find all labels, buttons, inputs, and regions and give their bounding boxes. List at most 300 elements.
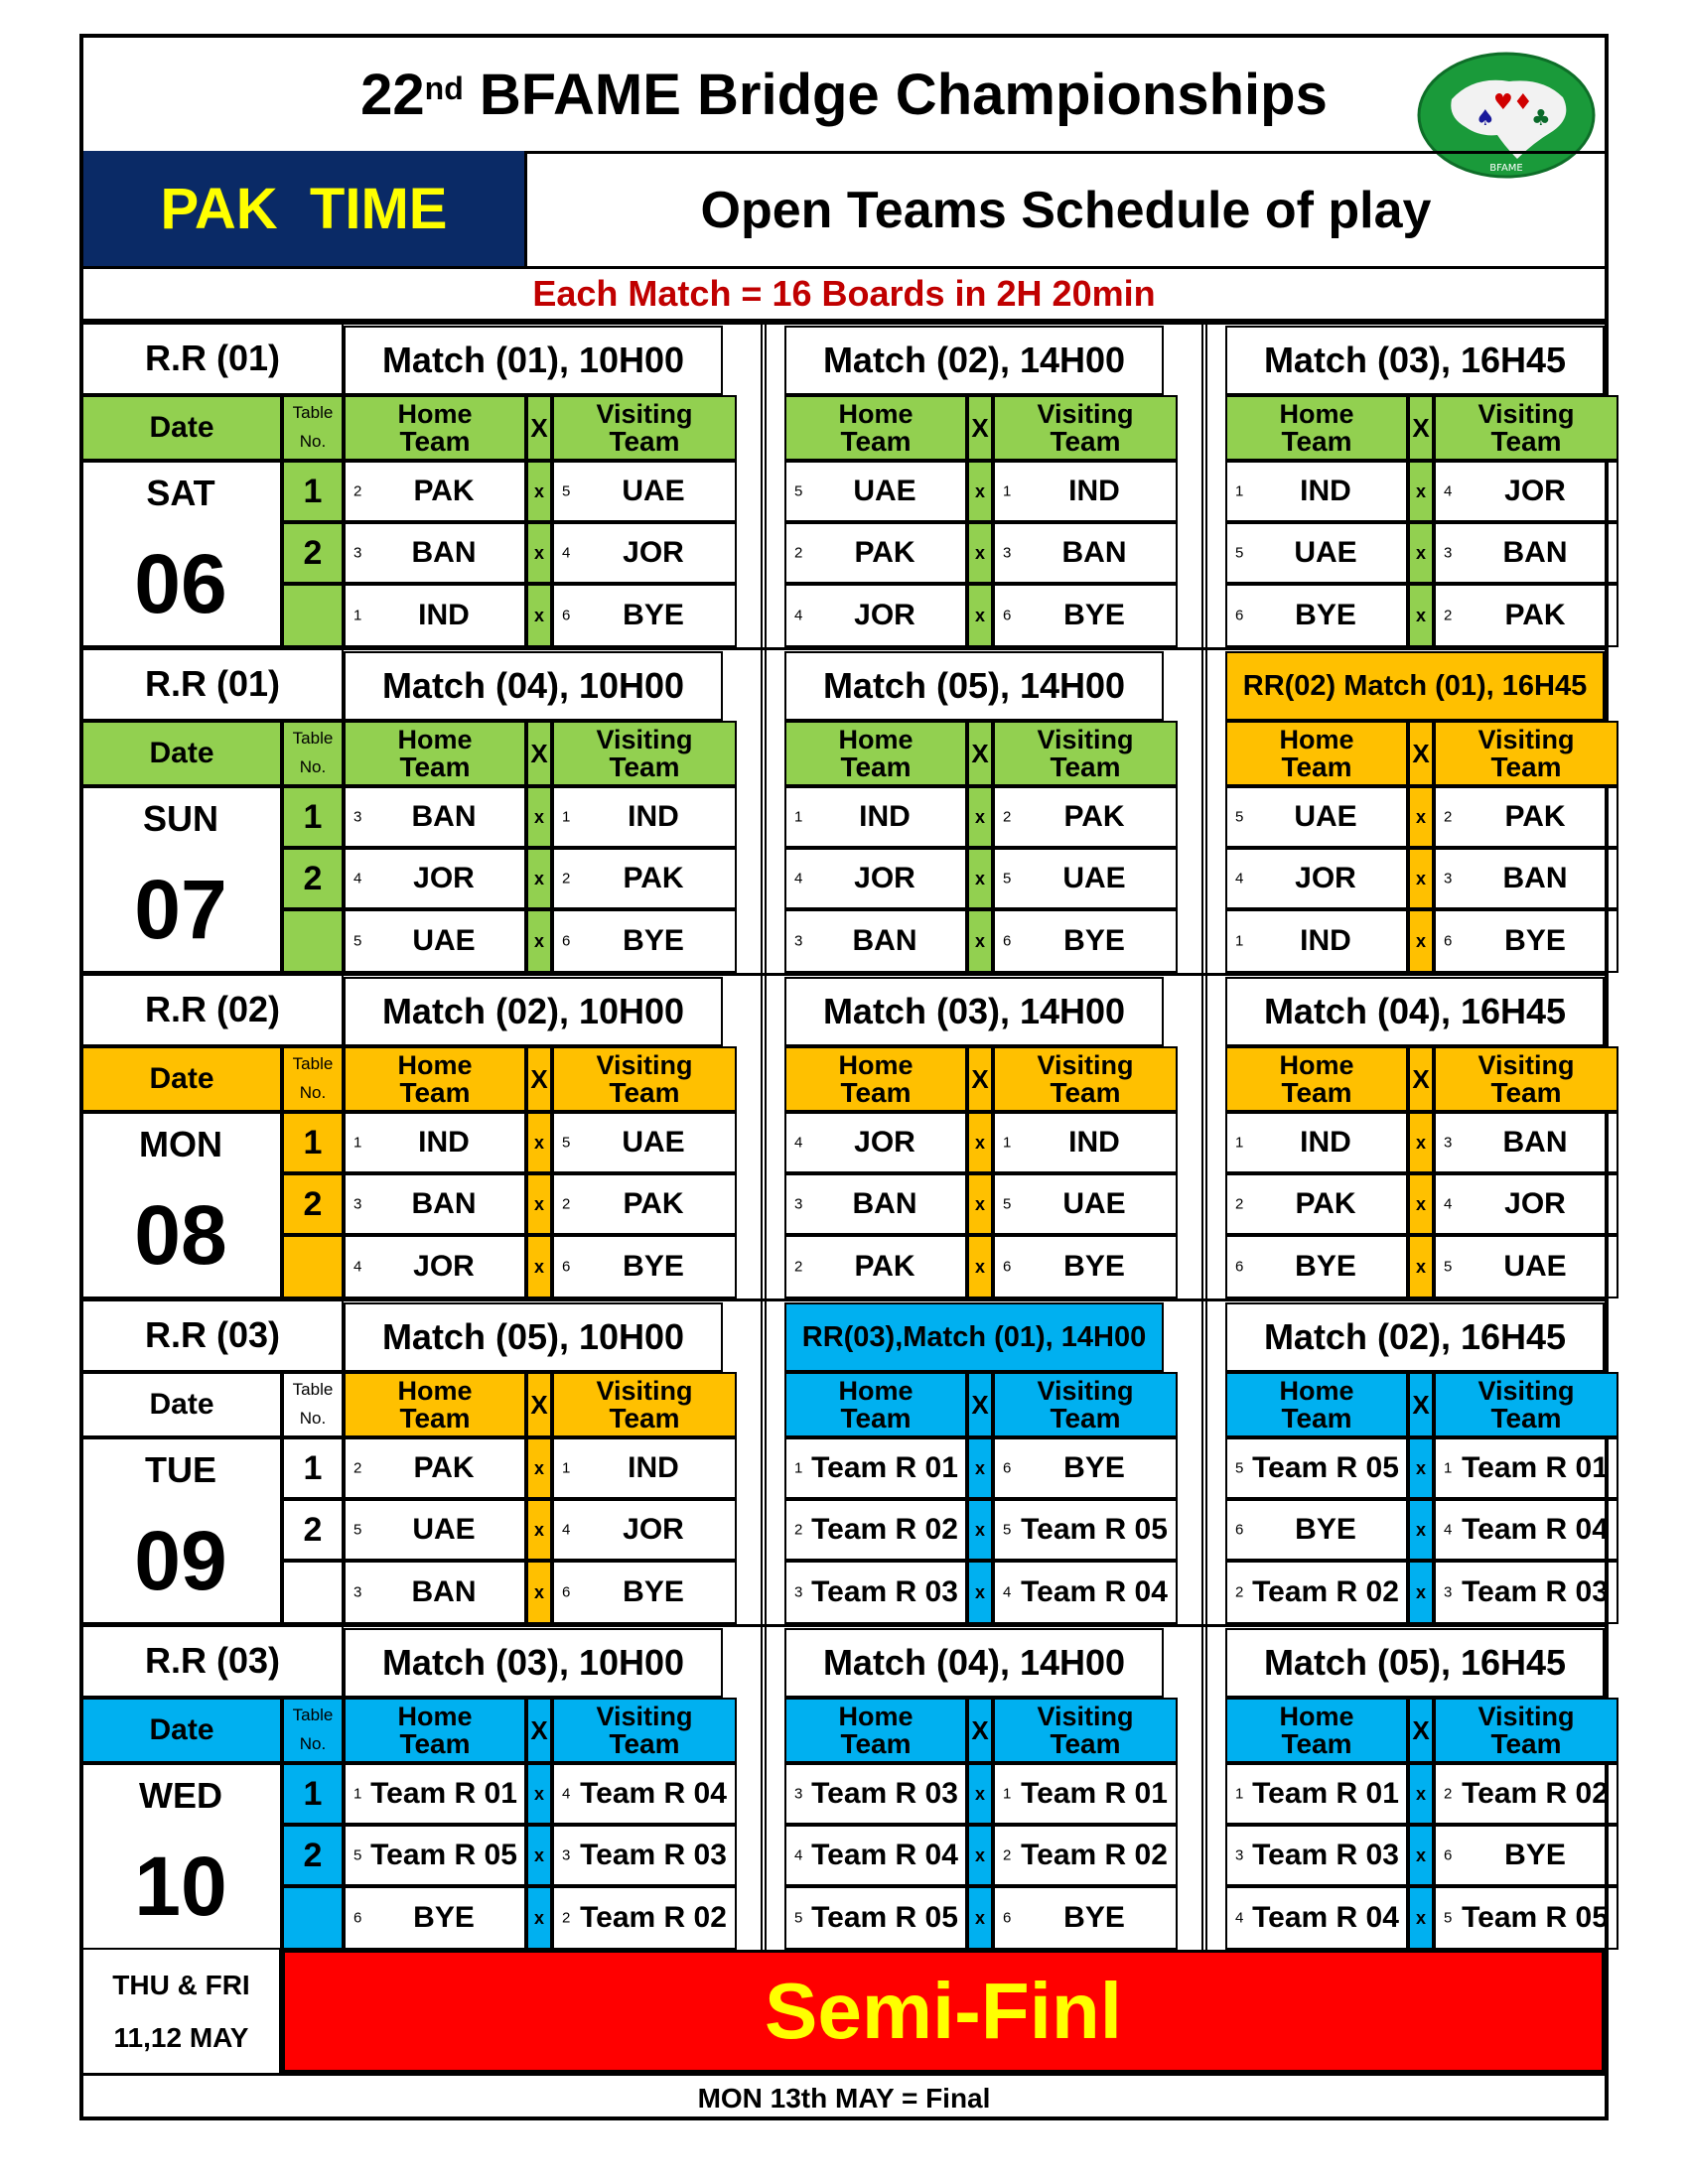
home-team-name: BYE [1295, 1513, 1356, 1546]
home-team-name: IND [418, 1126, 470, 1159]
home-team-name: JOR [854, 862, 915, 894]
home-seed: 4 [353, 1258, 362, 1276]
visiting-team-header [993, 1372, 1178, 1437]
home-seed: 4 [353, 870, 362, 887]
home-seed: 5 [1235, 1459, 1244, 1477]
team-label: Team [840, 425, 912, 457]
home-team-header [784, 721, 967, 786]
visiting-team-name: Team R 02 [580, 1901, 727, 1934]
visiting-team-cell [993, 1112, 1178, 1173]
visiting-team-name: PAK [1063, 800, 1125, 833]
visiting-seed: 6 [562, 932, 571, 950]
day-block [83, 1624, 1609, 1950]
visiting-label: Visiting [1477, 1376, 1575, 1407]
visiting-label: Visiting [596, 399, 693, 430]
visiting-team-cell [1434, 1886, 1618, 1950]
versus-header: X [967, 721, 993, 786]
team-label: Team [1281, 1402, 1352, 1433]
versus-header: X [1408, 1372, 1434, 1437]
versus-mark: x [1408, 461, 1434, 522]
home-team-name: BAN [411, 1575, 477, 1608]
versus-header: X [967, 1046, 993, 1112]
home-team-cell [1225, 584, 1408, 647]
visiting-team-cell [1434, 848, 1618, 909]
versus-mark: x [967, 1235, 993, 1298]
home-seed: 6 [1235, 607, 1244, 624]
column-divider [761, 647, 767, 973]
home-team-name: Team R 04 [1252, 1901, 1399, 1934]
home-seed: 4 [794, 1134, 803, 1152]
versus-mark: x [1408, 1235, 1434, 1298]
home-team-name: PAK [854, 536, 915, 569]
table-number: 1 [282, 461, 344, 522]
home-team-name: Team R 03 [811, 1777, 958, 1810]
visiting-team-name: BAN [1061, 536, 1127, 569]
versus-mark: x [526, 1886, 552, 1950]
visiting-team-name: Team R 04 [580, 1777, 727, 1810]
visiting-team-name: Team R 01 [1462, 1451, 1609, 1484]
day-name: MON [139, 1124, 222, 1164]
day-name: WED [139, 1775, 222, 1816]
home-team-cell [1225, 461, 1408, 522]
home-seed: 3 [794, 1785, 803, 1803]
table-number [282, 584, 344, 647]
versus-header: X [1408, 1046, 1434, 1112]
versus-header: X [967, 1372, 993, 1437]
home-team-name: UAE [853, 475, 916, 507]
visiting-team-cell [993, 1173, 1178, 1235]
versus-mark: x [967, 1499, 993, 1561]
home-seed: 5 [353, 1521, 362, 1539]
visiting-team-cell [993, 1499, 1178, 1561]
visiting-team-header [1434, 1046, 1618, 1112]
versus-mark: x [1408, 522, 1434, 584]
visiting-team-name: UAE [622, 475, 685, 507]
visiting-seed: 5 [562, 1134, 571, 1152]
day-number: 08 [134, 1187, 227, 1282]
visiting-team-header [552, 395, 737, 461]
column-divider [1201, 647, 1207, 973]
visiting-label: Visiting [1477, 1050, 1575, 1081]
column-divider [761, 1298, 767, 1624]
visiting-team-name: JOR [1504, 475, 1566, 507]
visiting-seed: 2 [1003, 1846, 1012, 1864]
home-team-header [1225, 1046, 1408, 1112]
visiting-seed: 5 [1003, 870, 1012, 887]
visiting-team-cell [993, 522, 1178, 584]
versus-mark: x [526, 1561, 552, 1624]
match-title: Match (02), 14H00 [784, 326, 1164, 395]
home-team-name: PAK [413, 475, 475, 507]
visiting-label: Visiting [1037, 1702, 1134, 1732]
versus-mark: x [967, 848, 993, 909]
table-number [282, 1235, 344, 1298]
visiting-label: Visiting [1477, 1702, 1575, 1732]
home-team-name: IND [1300, 475, 1351, 507]
visiting-seed: 1 [1003, 482, 1012, 500]
versus-mark: x [1408, 848, 1434, 909]
visiting-seed: 3 [1003, 544, 1012, 562]
visiting-team-name: Team R 04 [1462, 1513, 1609, 1546]
home-team-cell [344, 1437, 526, 1499]
date-cell [83, 461, 282, 647]
home-team-cell [344, 848, 526, 909]
home-seed: 3 [353, 808, 362, 826]
home-team-header [344, 395, 526, 461]
visiting-team-name: BYE [1063, 599, 1125, 631]
match-title: Match (02), 16H45 [1225, 1302, 1605, 1372]
home-seed: 6 [1235, 1521, 1244, 1539]
visiting-team-cell [552, 584, 737, 647]
table-no-header [282, 721, 344, 786]
visiting-team-name: BYE [623, 599, 684, 631]
team-label: Team [1490, 425, 1562, 457]
visiting-team-name: BYE [623, 1575, 684, 1608]
column-divider [761, 1624, 767, 1950]
versus-mark: x [967, 461, 993, 522]
home-seed: 2 [353, 1459, 362, 1477]
versus-mark: x [967, 1763, 993, 1825]
home-seed: 4 [794, 1846, 803, 1864]
column-divider [761, 973, 767, 1298]
visiting-team-name: JOR [623, 1513, 684, 1546]
home-seed: 1 [794, 808, 803, 826]
visiting-team-header [1434, 1372, 1618, 1437]
visiting-label: Visiting [596, 1050, 693, 1081]
visiting-team-cell [552, 461, 737, 522]
visiting-team-name: Team R 03 [580, 1839, 727, 1871]
visiting-team-header [993, 1046, 1178, 1112]
visiting-seed: 5 [1444, 1909, 1453, 1927]
versus-mark: x [526, 786, 552, 848]
team-label: Team [1490, 1727, 1562, 1759]
versus-mark: x [1408, 584, 1434, 647]
team-label: Team [399, 1402, 471, 1433]
visiting-team-name: Team R 02 [1021, 1839, 1168, 1871]
day-number: 09 [134, 1513, 227, 1607]
row-divider [83, 647, 1605, 650]
table-number: 1 [282, 1763, 344, 1825]
semi-final-dates [83, 1950, 282, 2073]
table-number: 2 [282, 1173, 344, 1235]
versus-mark: x [967, 522, 993, 584]
home-team-cell [784, 1825, 967, 1886]
date-header: Date [83, 1046, 282, 1112]
table-number: 1 [282, 786, 344, 848]
visiting-seed: 1 [1003, 1134, 1012, 1152]
column-divider [1201, 322, 1207, 647]
visiting-seed: 3 [562, 1846, 571, 1864]
home-team-cell [1225, 1112, 1408, 1173]
visiting-seed: 2 [562, 1909, 571, 1927]
team-label: Team [840, 1402, 912, 1433]
day-block [83, 973, 1605, 1298]
home-team-name: UAE [1294, 800, 1357, 833]
visiting-label: Visiting [596, 725, 693, 755]
versus-mark: x [1408, 786, 1434, 848]
home-team-name: PAK [1295, 1187, 1356, 1220]
versus-mark: x [1408, 1173, 1434, 1235]
visiting-team-name: BYE [623, 1250, 684, 1283]
visiting-team-header [1434, 1698, 1618, 1763]
table-no-label: No. [299, 432, 327, 451]
visiting-team-cell [552, 1235, 737, 1298]
visiting-team-header [552, 1698, 737, 1763]
visiting-label: Visiting [1037, 399, 1134, 430]
final-date-line: MON 13th MAY = Final [83, 2073, 1605, 2120]
home-team-name: BAN [852, 924, 917, 957]
home-seed: 2 [794, 1521, 803, 1539]
visiting-seed: 4 [1444, 1521, 1453, 1539]
table-number: 2 [282, 1825, 344, 1886]
versus-mark: x [1408, 1561, 1434, 1624]
versus-header: X [526, 1046, 552, 1112]
table-header-label: Table [292, 403, 334, 423]
day-name: SUN [142, 798, 218, 839]
team-label: Team [840, 1727, 912, 1759]
visiting-team-cell [993, 1763, 1178, 1825]
visiting-label: Visiting [596, 1376, 693, 1407]
versus-mark: x [967, 1825, 993, 1886]
team-label: Team [840, 1076, 912, 1108]
title-ordinal: 22 [360, 62, 425, 127]
home-seed: 5 [1235, 544, 1244, 562]
visiting-team-cell [552, 522, 737, 584]
day-block [83, 1298, 1609, 1624]
match-title: Match (04), 14H00 [784, 1628, 1164, 1698]
visiting-team-name: Team R 01 [1021, 1777, 1168, 1810]
visiting-team-header [552, 1046, 737, 1112]
home-team-name: BAN [852, 1187, 917, 1220]
date-header: Date [83, 721, 282, 786]
versus-mark: x [526, 522, 552, 584]
home-team-name: JOR [1295, 862, 1356, 894]
row-divider [83, 322, 1605, 325]
home-label: Home [838, 1050, 914, 1081]
home-team-name: BYE [413, 1901, 475, 1934]
home-team-cell [784, 786, 967, 848]
home-team-name: JOR [854, 599, 915, 631]
home-team-cell [784, 1173, 967, 1235]
home-team-header [784, 395, 967, 461]
visiting-seed: 6 [1444, 932, 1453, 950]
versus-mark: x [1408, 909, 1434, 973]
logo-text: BFAME [1489, 163, 1523, 174]
visiting-team-cell [1434, 461, 1618, 522]
visiting-team-cell [552, 848, 737, 909]
home-team-name: UAE [1294, 536, 1357, 569]
visiting-team-cell [993, 786, 1178, 848]
versus-mark: x [526, 461, 552, 522]
versus-mark: x [526, 848, 552, 909]
home-label: Home [838, 1376, 914, 1407]
team-label: Team [1050, 1076, 1121, 1108]
visiting-seed: 6 [1003, 1909, 1012, 1927]
visiting-team-cell [1434, 522, 1618, 584]
versus-mark: x [967, 584, 993, 647]
visiting-seed: 4 [562, 1521, 571, 1539]
home-seed: 5 [353, 1846, 362, 1864]
visiting-team-cell [1434, 1112, 1618, 1173]
visiting-team-cell [1434, 1235, 1618, 1298]
day-name: TUE [145, 1449, 216, 1490]
visiting-team-name: BYE [1504, 1839, 1566, 1871]
home-seed: 3 [353, 1195, 362, 1213]
visiting-team-cell [1434, 1825, 1618, 1886]
home-team-header [1225, 395, 1408, 461]
visiting-team-name: IND [1068, 475, 1120, 507]
row-divider [83, 1298, 1605, 1301]
visiting-team-header [1434, 721, 1618, 786]
visiting-team-header [993, 395, 1178, 461]
home-team-cell [1225, 848, 1408, 909]
home-team-header [344, 1372, 526, 1437]
svg-text:♥: ♥ [1493, 90, 1513, 115]
visiting-team-cell [993, 584, 1178, 647]
visiting-seed: 1 [1444, 1459, 1453, 1477]
home-seed: 6 [1235, 1258, 1244, 1276]
visiting-team-cell [993, 461, 1178, 522]
semi-date-line1: THU & FRI [112, 1969, 250, 2000]
visiting-seed: 2 [1444, 607, 1453, 624]
home-seed: 4 [794, 607, 803, 624]
home-team-cell [344, 461, 526, 522]
table-header-label: Table [292, 729, 334, 749]
table-number: 2 [282, 848, 344, 909]
team-label: Team [399, 1076, 471, 1108]
visiting-team-name: JOR [623, 536, 684, 569]
home-team-name: BYE [1295, 599, 1356, 631]
visiting-team-header [1434, 395, 1618, 461]
versus-mark: x [967, 1886, 993, 1950]
visiting-team-cell [552, 1763, 737, 1825]
home-label: Home [397, 725, 473, 755]
column-divider [1201, 1624, 1207, 1950]
home-label: Home [397, 1376, 473, 1407]
match-title: Match (03), 16H45 [1225, 326, 1605, 395]
visiting-seed: 4 [562, 544, 571, 562]
visiting-team-cell [993, 1561, 1178, 1624]
visiting-seed: 3 [1444, 1134, 1453, 1152]
visiting-seed: 2 [562, 1195, 571, 1213]
round-robin-label: R.R (03) [83, 1298, 344, 1372]
home-team-cell [1225, 1825, 1408, 1886]
home-team-cell [344, 1173, 526, 1235]
match-title: Match (04), 16H45 [1225, 977, 1605, 1046]
home-team-cell [1225, 522, 1408, 584]
home-seed: 1 [1235, 1785, 1244, 1803]
visiting-team-header [552, 721, 737, 786]
table-number [282, 909, 344, 973]
visiting-seed: 5 [1444, 1258, 1453, 1276]
home-team-header [344, 1698, 526, 1763]
home-team-cell [1225, 786, 1408, 848]
home-seed: 3 [1235, 1846, 1244, 1864]
home-seed: 3 [794, 1583, 803, 1601]
home-team-name: UAE [412, 924, 476, 957]
home-seed: 1 [1235, 482, 1244, 500]
home-team-name: Team R 01 [1252, 1777, 1399, 1810]
visiting-team-name: BYE [1063, 1901, 1125, 1934]
home-seed: 5 [794, 1909, 803, 1927]
day-name: SAT [146, 473, 215, 513]
versus-header: X [1408, 395, 1434, 461]
visiting-seed: 1 [1003, 1785, 1012, 1803]
home-team-cell [1225, 1561, 1408, 1624]
visiting-team-cell [1434, 1561, 1618, 1624]
table-no-label: No. [299, 1734, 327, 1753]
team-label: Team [1281, 1076, 1352, 1108]
day-number: 07 [134, 862, 227, 956]
home-label: Home [1279, 725, 1354, 755]
day-number: 06 [134, 536, 227, 630]
home-seed: 1 [794, 1459, 803, 1477]
visiting-seed: 3 [1444, 1583, 1453, 1601]
visiting-team-cell [552, 1825, 737, 1886]
team-label: Team [1281, 425, 1352, 457]
row-divider [83, 973, 1605, 976]
home-team-cell [784, 1763, 967, 1825]
time-zone-label: PAK TIME [83, 151, 524, 266]
visiting-team-name: BYE [623, 924, 684, 957]
visiting-team-name: PAK [623, 862, 684, 894]
team-label: Team [1050, 425, 1121, 457]
visiting-label: Visiting [596, 1702, 693, 1732]
home-seed: 2 [353, 482, 362, 500]
visiting-seed: 6 [562, 607, 571, 624]
svg-text:♦: ♦ [1513, 90, 1533, 115]
visiting-team-cell [993, 1886, 1178, 1950]
visiting-team-cell [552, 1173, 737, 1235]
home-team-cell [784, 1437, 967, 1499]
home-team-cell [784, 848, 967, 909]
visiting-team-name: IND [628, 800, 679, 833]
table-no-label: No. [299, 1083, 327, 1102]
home-team-cell [344, 1499, 526, 1561]
home-team-cell [1225, 1499, 1408, 1561]
home-team-header [784, 1372, 967, 1437]
visiting-team-name: PAK [1504, 599, 1566, 631]
visiting-team-name: UAE [622, 1126, 685, 1159]
visiting-team-cell [1434, 1763, 1618, 1825]
table-no-header [282, 1046, 344, 1112]
home-seed: 2 [1235, 1195, 1244, 1213]
home-team-name: UAE [412, 1513, 476, 1546]
visiting-seed: 6 [562, 1258, 571, 1276]
home-team-name: Team R 02 [1252, 1575, 1399, 1608]
home-team-header [344, 721, 526, 786]
visiting-team-cell [552, 1886, 737, 1950]
table-no-header [282, 1372, 344, 1437]
home-team-header [784, 1046, 967, 1112]
visiting-team-cell [993, 1437, 1178, 1499]
svg-text:♣: ♣ [1531, 106, 1551, 131]
versus-header: X [526, 395, 552, 461]
versus-mark: x [967, 1561, 993, 1624]
home-seed: 3 [794, 1195, 803, 1213]
day-block [83, 647, 1605, 973]
home-team-header [1225, 1372, 1408, 1437]
home-team-name: JOR [854, 1126, 915, 1159]
match-duration-note: Each Match = 16 Boards in 2H 20min [83, 266, 1605, 322]
visiting-seed: 2 [1444, 808, 1453, 826]
visiting-team-cell [552, 786, 737, 848]
team-label: Team [1050, 1727, 1121, 1759]
table-no-label: No. [299, 1409, 327, 1428]
home-team-header [1225, 1698, 1408, 1763]
versus-mark: x [1408, 1499, 1434, 1561]
versus-mark: x [526, 1499, 552, 1561]
